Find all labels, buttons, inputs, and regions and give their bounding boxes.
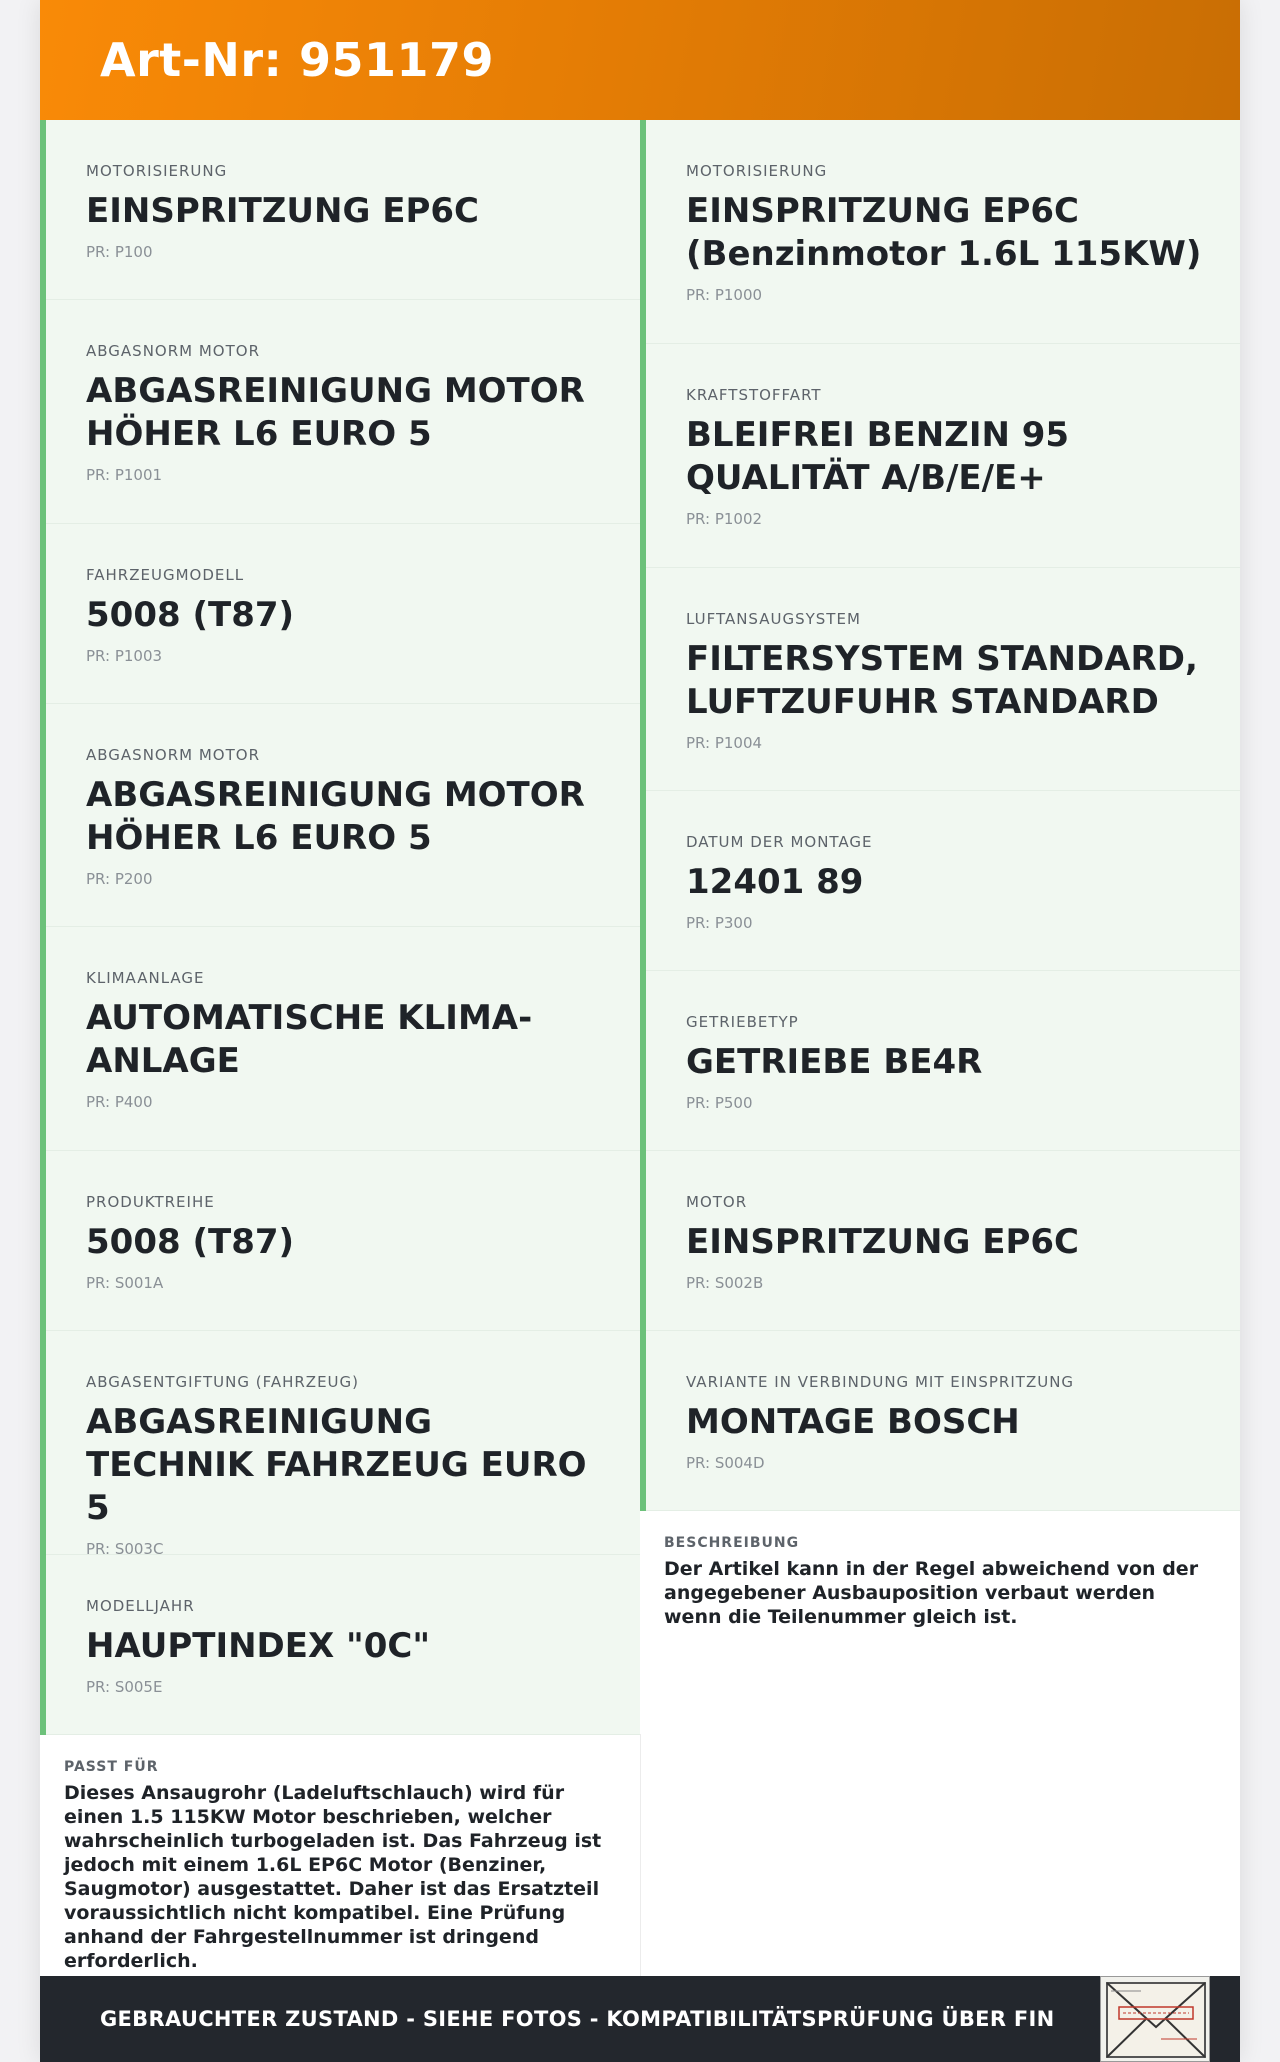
spec-entry <box>646 1331 1240 1511</box>
spec-entry <box>46 1151 640 1331</box>
spec-entry <box>46 1555 640 1735</box>
article-number-title: Art-Nr: 951179 <box>100 33 495 87</box>
spec-label: ABGASNORM MOTOR <box>86 342 260 360</box>
spec-pr-code: PR: S002B <box>686 1274 764 1292</box>
spec-pr-code: PR: P500 <box>686 1094 753 1112</box>
passt-fuer-note <box>40 1735 640 1976</box>
spec-value: EINSPRITZUNG EP6C (Benzinmotor 1.6L 115KW) <box>686 191 1202 274</box>
spec-label: VARIANTE IN VERBINDUNG MIT EINSPRITZUNG <box>686 1373 1075 1391</box>
spec-label: KLIMAANLAGE <box>86 969 205 987</box>
product-sheet <box>40 0 1240 2062</box>
header-bar <box>40 0 1240 120</box>
envelope-stamp-icon <box>1100 1976 1210 2062</box>
spec-label: ABGASNORM MOTOR <box>86 746 260 764</box>
envelope-stamp-graphic <box>1101 1977 1210 2062</box>
spec-pr-code: PR: P400 <box>86 1093 153 1111</box>
note-text: Der Artikel kann in der Regel abweichend von der angegebener Ausbauposition verbaut werden wenn die Teilenummer gleich ist. <box>664 1558 1199 1628</box>
note-text: Dieses Ansaugrohr (Ladeluftschlauch) wird für einen 1.5 115KW Motor beschrieben, welcher wahrscheinlich turbogeladen ist. Das Fahrzeug ist jedoch mit einem 1.6L EP6C Motor (Benziner, Saugmotor) ausgestattet. Daher ist das Ersatzteil voraussichtlich nicht kompatibel. Eine Prüfung anhand der Fahrgestellnummer ist dringend erforderlich. <box>64 1782 602 1972</box>
spec-label: DATUM DER MONTAGE <box>686 833 873 851</box>
spec-pr-code: PR: S005E <box>86 1678 163 1696</box>
left-entries <box>40 120 640 1735</box>
spec-entry <box>46 300 640 524</box>
spec-label: MOTOR <box>686 1193 748 1211</box>
spec-pr-code: PR: P300 <box>686 914 753 932</box>
spec-pr-code: PR: P1002 <box>686 510 763 528</box>
left-column <box>40 120 640 1976</box>
spec-value: 12401 89 <box>686 862 864 902</box>
spec-pr-code: PR: S001A <box>86 1274 164 1292</box>
spec-label: ABGASENTGIFTUNG (FAHRZEUG) <box>86 1373 359 1391</box>
spec-pr-code: PR: P1000 <box>686 286 763 304</box>
spec-pr-code: PR: P1001 <box>86 466 163 484</box>
spec-pr-code: PR: P100 <box>86 243 153 261</box>
spec-label: FAHRZEUGMODELL <box>86 566 245 584</box>
column-divider <box>640 1734 641 1976</box>
spec-label: KRAFTSTOFFART <box>686 386 822 404</box>
spec-value: EINSPRITZUNG EP6C <box>686 1222 1079 1262</box>
spec-value: MONTAGE BOSCH <box>686 1402 1020 1442</box>
spec-label: MOTORISIERUNG <box>686 162 828 180</box>
spec-value: FILTERSYSTEM STANDARD, LUFTZUFUHR STANDARD <box>686 639 1198 722</box>
spec-entry <box>646 120 1240 344</box>
spec-value: ABGASREINIGUNG MOTOR HÖHER L6 EURO 5 <box>86 371 585 454</box>
spec-entry <box>46 524 640 704</box>
spec-pr-code: PR: P200 <box>86 870 153 888</box>
spec-label: MODELLJAHR <box>86 1597 195 1615</box>
right-entries <box>640 120 1240 1511</box>
spec-label: MOTORISIERUNG <box>86 162 228 180</box>
spec-value: BLEIFREI BENZIN 95 QUALITÄT A/B/E/E+ <box>686 415 1070 498</box>
spec-entry <box>646 568 1240 791</box>
beschreibung-note <box>640 1511 1240 1649</box>
note-label: PASST FÜR <box>64 1759 159 1775</box>
note-label: BESCHREIBUNG <box>664 1535 800 1551</box>
spec-entry <box>646 971 1240 1151</box>
spec-value: 5008 (T87) <box>86 1222 295 1262</box>
spec-entry <box>46 1331 640 1558</box>
spec-entry <box>46 704 640 927</box>
spec-value: AUTOMATISCHE KLIMA-ANLAGE <box>86 998 533 1081</box>
footer-bar <box>40 1976 1240 2062</box>
spec-entry <box>646 791 1240 971</box>
spec-pr-code: PR: S004D <box>686 1454 765 1472</box>
spec-value: EINSPRITZUNG EP6C <box>86 191 479 231</box>
spec-label: LUFTANSAUGSYSTEM <box>686 610 861 628</box>
spec-entry <box>46 120 640 300</box>
footer-text: GEBRAUCHTER ZUSTAND - SIEHE FOTOS - KOMPATIBILITÄTSPRÜFUNG ÜBER FIN <box>100 2007 1055 2031</box>
spec-label: PRODUKTREIHE <box>86 1193 215 1211</box>
spec-entry <box>646 344 1240 568</box>
spec-pr-code: PR: P1004 <box>686 734 763 752</box>
spec-value: ABGASREINIGUNG MOTOR HÖHER L6 EURO 5 <box>86 775 585 858</box>
spec-entry <box>46 927 640 1151</box>
spec-pr-code: PR: P1003 <box>86 647 163 665</box>
spec-value: 5008 (T87) <box>86 595 295 635</box>
spec-value: GETRIEBE BE4R <box>686 1042 983 1082</box>
spec-value: ABGASREINIGUNG TECHNIK FAHRZEUG EURO 5 <box>86 1402 587 1528</box>
right-column <box>640 120 1240 1649</box>
spec-entry <box>646 1151 1240 1331</box>
spec-label: GETRIEBETYP <box>686 1013 799 1031</box>
spec-value: HAUPTINDEX "0C" <box>86 1626 431 1666</box>
spec-pr-code: PR: S003C <box>86 1540 164 1558</box>
